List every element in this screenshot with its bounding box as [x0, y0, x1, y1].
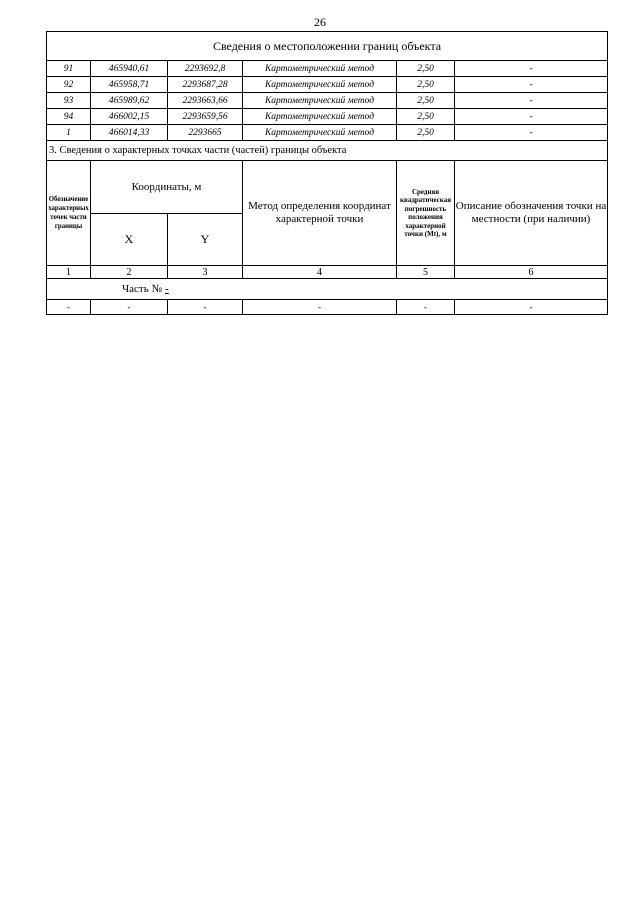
coord-x: 466002,15: [91, 109, 168, 125]
description: -: [455, 109, 608, 125]
mt-value: 2,50: [397, 125, 455, 141]
section-title: Сведения о местоположении границ объекта: [47, 32, 608, 61]
column-number: 5: [397, 266, 455, 279]
method: Картометрический метод: [243, 109, 397, 125]
page-number: 26: [314, 15, 326, 29]
point-number: 93: [47, 93, 91, 109]
table-row: [47, 125, 608, 141]
header-mt: Средняя квадратическая погрешность положения характерной точки (Mt), м: [397, 161, 455, 266]
boundary-table: [46, 31, 608, 315]
column-number: 6: [455, 266, 608, 279]
method: Картометрический метод: [243, 93, 397, 109]
method: Картометрический метод: [243, 77, 397, 93]
empty-cell: -: [243, 300, 397, 315]
coord-x: 465940,61: [91, 61, 168, 77]
point-number: 92: [47, 77, 91, 93]
header-method: Метод определения координат характерной точки: [243, 161, 397, 266]
coord-x: 465989,62: [91, 93, 168, 109]
method: Картометрический метод: [243, 61, 397, 77]
description: -: [455, 61, 608, 77]
mt-value: 2,50: [397, 93, 455, 109]
header-y: Y: [168, 214, 243, 266]
column-number: 2: [91, 266, 168, 279]
table-row: [47, 300, 608, 315]
table-row: [47, 77, 608, 93]
empty-cell: -: [455, 300, 608, 315]
header-description: Описание обозначения точки на местности (при наличии): [455, 161, 608, 266]
point-number: 94: [47, 109, 91, 125]
empty-cell: -: [47, 300, 91, 315]
description: -: [455, 93, 608, 109]
coord-y: 2293663,66: [168, 93, 243, 109]
empty-cell: -: [91, 300, 168, 315]
coord-x: 466014,33: [91, 125, 168, 141]
coord-x: 465958,71: [91, 77, 168, 93]
column-number: 1: [47, 266, 91, 279]
method: Картометрический метод: [243, 125, 397, 141]
coord-y: 2293692,8: [168, 61, 243, 77]
table-row: [47, 61, 608, 77]
column-number: 3: [168, 266, 243, 279]
section3-title: 3. Сведения о характерных точках части (частей) границы объекта: [47, 141, 608, 161]
table-row: [47, 109, 608, 125]
empty-cell: -: [168, 300, 243, 315]
part-number: -: [164, 283, 169, 295]
mt-value: 2,50: [397, 61, 455, 77]
mt-value: 2,50: [397, 77, 455, 93]
point-number: 1: [47, 125, 91, 141]
part-row: [47, 279, 608, 300]
coord-y: 2293659,56: [168, 109, 243, 125]
part-label: Часть №: [122, 283, 162, 295]
coord-y: 2293687,28: [168, 77, 243, 93]
table-row: [47, 93, 608, 109]
column-number: 4: [243, 266, 397, 279]
description: -: [455, 125, 608, 141]
column-numbers-row: [47, 266, 608, 279]
description: -: [455, 77, 608, 93]
header-x: X: [91, 214, 168, 266]
mt-value: 2,50: [397, 109, 455, 125]
point-number: 91: [47, 61, 91, 77]
header-coordinates: Координаты, м: [91, 161, 243, 214]
header-point-designation: Обозначение характерных точек части границы: [47, 161, 91, 266]
coord-y: 2293665: [168, 125, 243, 141]
empty-cell: -: [397, 300, 455, 315]
